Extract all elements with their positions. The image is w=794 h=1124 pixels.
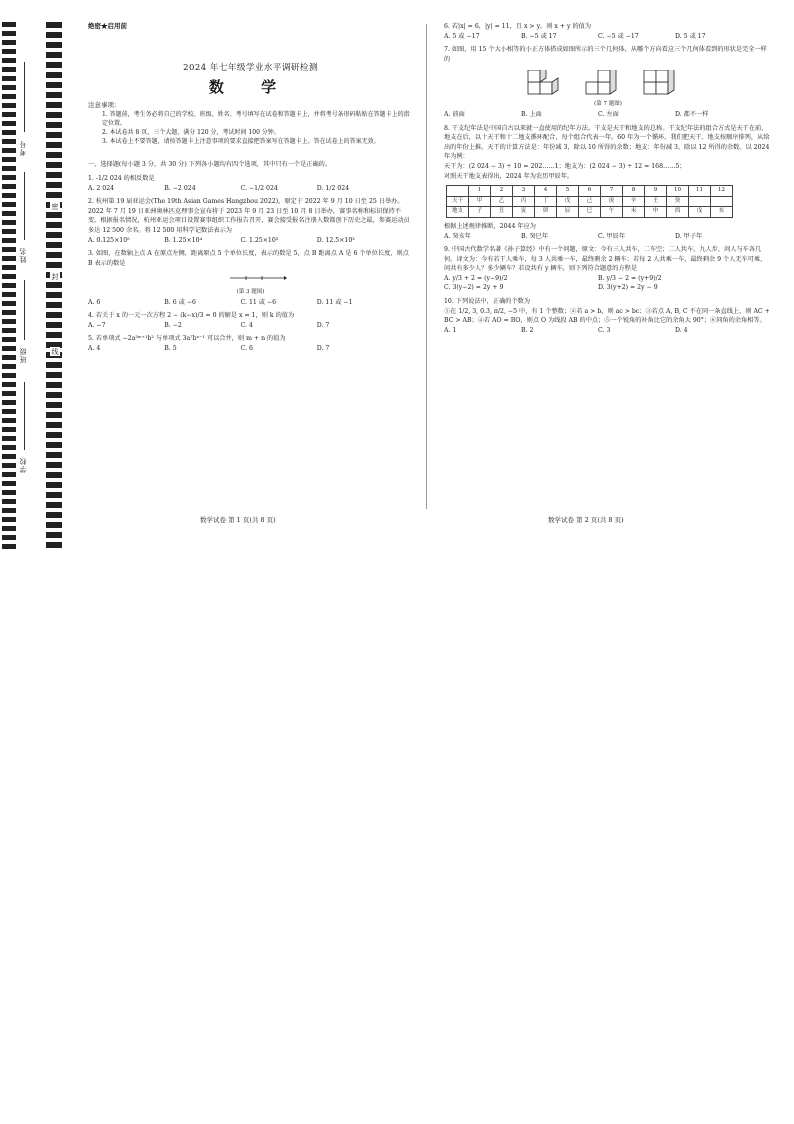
option-d: D. 1/2 024	[316, 184, 350, 192]
option-c: C. 左面	[598, 110, 619, 118]
page-2	[444, 22, 772, 335]
table-cell: 4	[535, 186, 557, 197]
cube-solid-2	[582, 70, 622, 100]
question-9	[444, 245, 772, 293]
table-row-dizhi	[447, 207, 733, 218]
question-6	[444, 22, 772, 41]
question-7	[444, 45, 772, 119]
options-row	[444, 32, 772, 42]
option-a: A. 1	[444, 326, 457, 334]
options-row	[88, 344, 413, 354]
page-1	[88, 22, 413, 353]
cube-figures	[524, 70, 772, 100]
table-header-row	[447, 186, 733, 197]
option-c: C. 3	[598, 326, 611, 334]
table-cell: 丑	[491, 207, 513, 218]
table-cell: 庚	[601, 196, 623, 207]
secret-label: 绝密★启用前	[88, 22, 127, 30]
question-body: ①在 1/2, 3, 0.3, π/2, −5 中，有 1 个整数；②若 a > b，则 ac > bc；③若点 A, B, C 不在同一条直线上，则 AC + BC > AB；④若 AO = BO，则点 O 为线段 AB 的中点；⑤一个锐角的补角比它的余角大 90°；⑥同角的余角相等。	[444, 307, 770, 325]
notice-item: 1. 答题前，考生务必将自己的学校、班级、姓名、考号填写在试卷和答题卡上，并将考号条形码粘贴在答题卡上的指定位置。	[102, 111, 410, 128]
options-row	[444, 274, 772, 284]
option-b: B. 1.25×10⁴	[164, 236, 203, 244]
table-cell: 6	[579, 186, 601, 197]
table-cell: 戌	[689, 207, 711, 218]
table-cell: 卯	[535, 207, 557, 218]
table-cell: 寅	[513, 207, 535, 218]
table-cell: 天干	[447, 196, 469, 207]
option-d: D. 12.5×10³	[316, 236, 355, 244]
table-cell: 辰	[557, 207, 579, 218]
table-cell: 1	[469, 186, 491, 197]
question-8	[444, 124, 772, 242]
question-2	[88, 197, 413, 245]
option-a: A. 前面	[444, 110, 465, 118]
question-prompt: 根据上述规律推断，2044 年应为	[444, 222, 536, 230]
option-a: A. y/3 + 2 = (y−9)/2	[444, 274, 508, 282]
figure-caption: (第 3 题图)	[236, 288, 265, 295]
table-cell: 乙	[491, 196, 513, 207]
number-line-figure	[228, 272, 288, 284]
table-cell: 8	[623, 186, 645, 197]
option-d: D. 11 或 −1	[316, 298, 353, 306]
figure-caption: (第 7 题图)	[594, 101, 622, 108]
table-cell: 子	[469, 207, 491, 218]
calculation-result: 对照天干地支表得出，2024 年为农历甲辰年。	[444, 172, 574, 180]
table-cell: 9	[645, 186, 667, 197]
field-class-line	[24, 280, 25, 340]
option-d: D. 5 或 17	[675, 32, 706, 40]
option-b: B. 2	[521, 326, 534, 334]
seal-char-xian: 线	[51, 348, 59, 355]
calculation-line: 天干为：(2 024 − 3) ÷ 10 = 202……1；地支为：(2 024 − 3) ÷ 12 = 168……5；	[444, 162, 686, 170]
field-name-line	[24, 172, 25, 240]
field-exam-number-label: 考号	[19, 140, 27, 156]
notice-heading: 注意事项：	[88, 100, 121, 109]
table-cell: 地支	[447, 207, 469, 218]
field-school-label: 学校	[19, 457, 27, 473]
question-stem: 9. 中国古代数学名著《孙子算经》中有一个问题，原文：今有三人共车，二车空；二人共车，九人步，问人与车各几何。译文为：今有若干人乘车，每 3 人共乘一车，最终剩余 2 辆车；若每 2 人共乘一车，最终剩余 9 个人无车可乘，问共有多少人？多少辆车？若设共有 y 辆车，则下列符合题意的方程是	[444, 246, 767, 273]
table-cell: 未	[623, 207, 645, 218]
table-cell: 申	[645, 207, 667, 218]
question-5	[88, 334, 413, 353]
exam-sheet	[0, 0, 794, 560]
notice-item: 3. 本试卷上不要答题，请按答题卡上注意事项的要求直接把答案写在答题卡上。答在试卷上的答案无效。	[102, 138, 380, 146]
option-a: A. 5 或 −17	[444, 32, 480, 40]
subject-title: 数 学	[208, 78, 293, 97]
cube-solid-1	[524, 70, 564, 100]
option-b: B. −5 或 17	[521, 32, 557, 40]
exam-title: 2024 年七年级学业水平调研检测	[183, 62, 318, 73]
table-cell: 午	[601, 207, 623, 218]
option-a: A. 癸亥年	[444, 232, 471, 240]
option-b: B. 上面	[521, 110, 542, 118]
options-row	[88, 236, 413, 246]
option-d: D. 4	[675, 326, 688, 334]
field-exam-number-line	[24, 62, 25, 132]
option-b: B. 5	[164, 344, 177, 352]
section-heading: 一、选择题(每小题 3 分，共 30 分) 下列各小题均有四个选项，其中只有一个是正确的。	[88, 161, 332, 169]
option-b: B. y/3 − 2 = (y+9)/2	[598, 274, 662, 282]
options-row	[88, 184, 413, 194]
table-cell: 丁	[535, 196, 557, 207]
option-d: D. 7	[316, 344, 330, 352]
question-stem: 5. 若单项式 −2a³ᵐ⁺¹b² 与单项式 3a⁷bⁿ⁻¹ 可以合并，则 m + n 的值为	[88, 335, 286, 343]
option-c: C. 11 或 −6	[240, 298, 277, 306]
option-a: A. 6	[88, 298, 101, 306]
table-cell: 巳	[579, 207, 601, 218]
question-stem: 4. 若关于 x 的一元一次方程 2 − (k−x)/3 = 0 的解是 x = 1，则 k 的值为	[88, 312, 295, 320]
option-d: D. 3(y+2) = 2y − 9	[598, 284, 658, 292]
option-d: D. 都不一样	[675, 110, 709, 118]
table-cell: 亥	[711, 207, 733, 218]
table-cell: 辛	[623, 196, 645, 207]
table-cell: 10	[667, 186, 689, 197]
option-c: C. 甲辰年	[598, 232, 626, 240]
options-row	[444, 232, 772, 242]
options-row	[444, 283, 772, 293]
table-cell: 壬	[645, 196, 667, 207]
table-cell: 11	[689, 186, 711, 197]
binding-stripes-right	[46, 22, 62, 552]
options-row	[444, 110, 772, 120]
option-a: A. −7	[88, 321, 106, 329]
option-a: A. 2 024	[88, 184, 115, 192]
options-row	[88, 321, 413, 331]
table-cell	[447, 186, 469, 197]
table-cell: 5	[557, 186, 579, 197]
option-c: C. 1.25×10³	[240, 236, 279, 244]
option-d: D. 甲子年	[675, 232, 703, 240]
option-c: C. −5 或 −17	[598, 32, 639, 40]
notice-item: 2. 本试卷共 8 页，三个大题，满分 120 分，考试时间 100 分钟。	[102, 129, 280, 137]
page-footer-left: 数学试卷 第 1 页(共 8 页)	[200, 516, 276, 524]
table-cell: 12	[711, 186, 733, 197]
table-cell: 7	[601, 186, 623, 197]
table-cell: 甲	[469, 196, 491, 207]
table-cell: 戊	[557, 196, 579, 207]
option-a: A. 0.125×10⁵	[88, 236, 130, 244]
table-row-tiangan	[447, 196, 733, 207]
question-3	[88, 249, 413, 307]
question-stem: 10. 下列说法中，正确的个数为	[444, 298, 531, 306]
option-b: B. 6 或 −6	[164, 298, 196, 306]
option-a: A. 4	[88, 344, 101, 352]
option-c: C. 6	[240, 344, 253, 352]
option-d: D. 7	[316, 321, 330, 329]
question-4	[88, 311, 413, 330]
table-cell: 癸	[667, 196, 689, 207]
question-stem: 2. 杭州第 19 届亚运会(The 19th Asian Games Hangzhou 2022)，原定于 2022 年 9 月 10 日至 25 日举办。2022 年 7 月 19 日亚洲奥林匹克理事会宣布将于 2023 年 9 月 23 日至 10 月 8 日举办，赛事名称和标识保持不变。根据报名情况，杭州亚运会项目设置赛事组织工作报告召开，赛会接受报名注册人数都创下历史之最，参赛运动员多达 12 500 余名。将 12 500 用科学记数法表示为	[88, 198, 410, 234]
options-row	[444, 326, 772, 336]
binding-strip	[2, 22, 64, 552]
question-stem: 8. 干支纪年法是中国自古以来就一直使用的纪年方法。干支是天干和地支的总称。干支纪年法的组合方式是天干在前，地支在后，以十天干和十二地支循环配合，每个组合代表一年，60 年为一个循环。我们把天干、地支按顺序排列，从给出的年份上推。天干的计算方法是：年份减 3，除以 10 所得的余数；地支：年份减 3，除以 12 所得的余数。以 2024 年为例：	[444, 124, 770, 161]
question-stem: 7. 如图，用 15 个大小相等的小正方体搭成如图所示的三个几何体，从哪个方向看这三个几何体看到的形状是完全一样的	[444, 46, 767, 63]
table-cell	[711, 196, 733, 207]
seal-char-mi: 密	[51, 203, 59, 210]
table-cell: 己	[579, 196, 601, 207]
table-cell: 2	[491, 186, 513, 197]
table-cell	[689, 196, 711, 207]
page-divider	[426, 24, 427, 509]
seal-char-feng: 封	[51, 273, 59, 280]
option-c: C. 3(y−2) = 2y + 9	[444, 284, 504, 292]
cube-solid-3	[640, 70, 680, 100]
table-cell: 3	[513, 186, 535, 197]
binding-stripes	[2, 22, 16, 552]
option-c: C. −1/2 024	[240, 184, 278, 192]
field-school-line	[24, 382, 25, 450]
ganzhi-table	[446, 185, 733, 218]
question-stem: 3. 如图，在数轴上点 A 在原点左侧，距离原点 5 个单位长度，表示的数是 5，点 B 距离点 A 是 6 个单位长度，则点 B 表示的数是	[88, 250, 409, 267]
table-cell: 丙	[513, 196, 535, 207]
table-cell: 酉	[667, 207, 689, 218]
question-10	[444, 297, 772, 335]
option-b: B. −2 024	[164, 184, 196, 192]
option-b: B. −2	[164, 321, 182, 329]
question-1	[88, 174, 413, 193]
field-class-label: 班级	[19, 347, 27, 363]
question-stem: 6. 若|x| = 6，|y| = 11，且 x > y，则 x + y 的值为	[444, 23, 592, 30]
options-row	[88, 298, 413, 308]
question-stem: 1. -1/2 024 的相反数是	[88, 174, 155, 182]
page-footer-right: 数学试卷 第 2 页(共 8 页)	[548, 516, 624, 524]
field-name-label: 姓名	[19, 247, 27, 263]
option-c: C. 4	[240, 321, 253, 329]
option-b: B. 癸巳年	[521, 232, 549, 240]
